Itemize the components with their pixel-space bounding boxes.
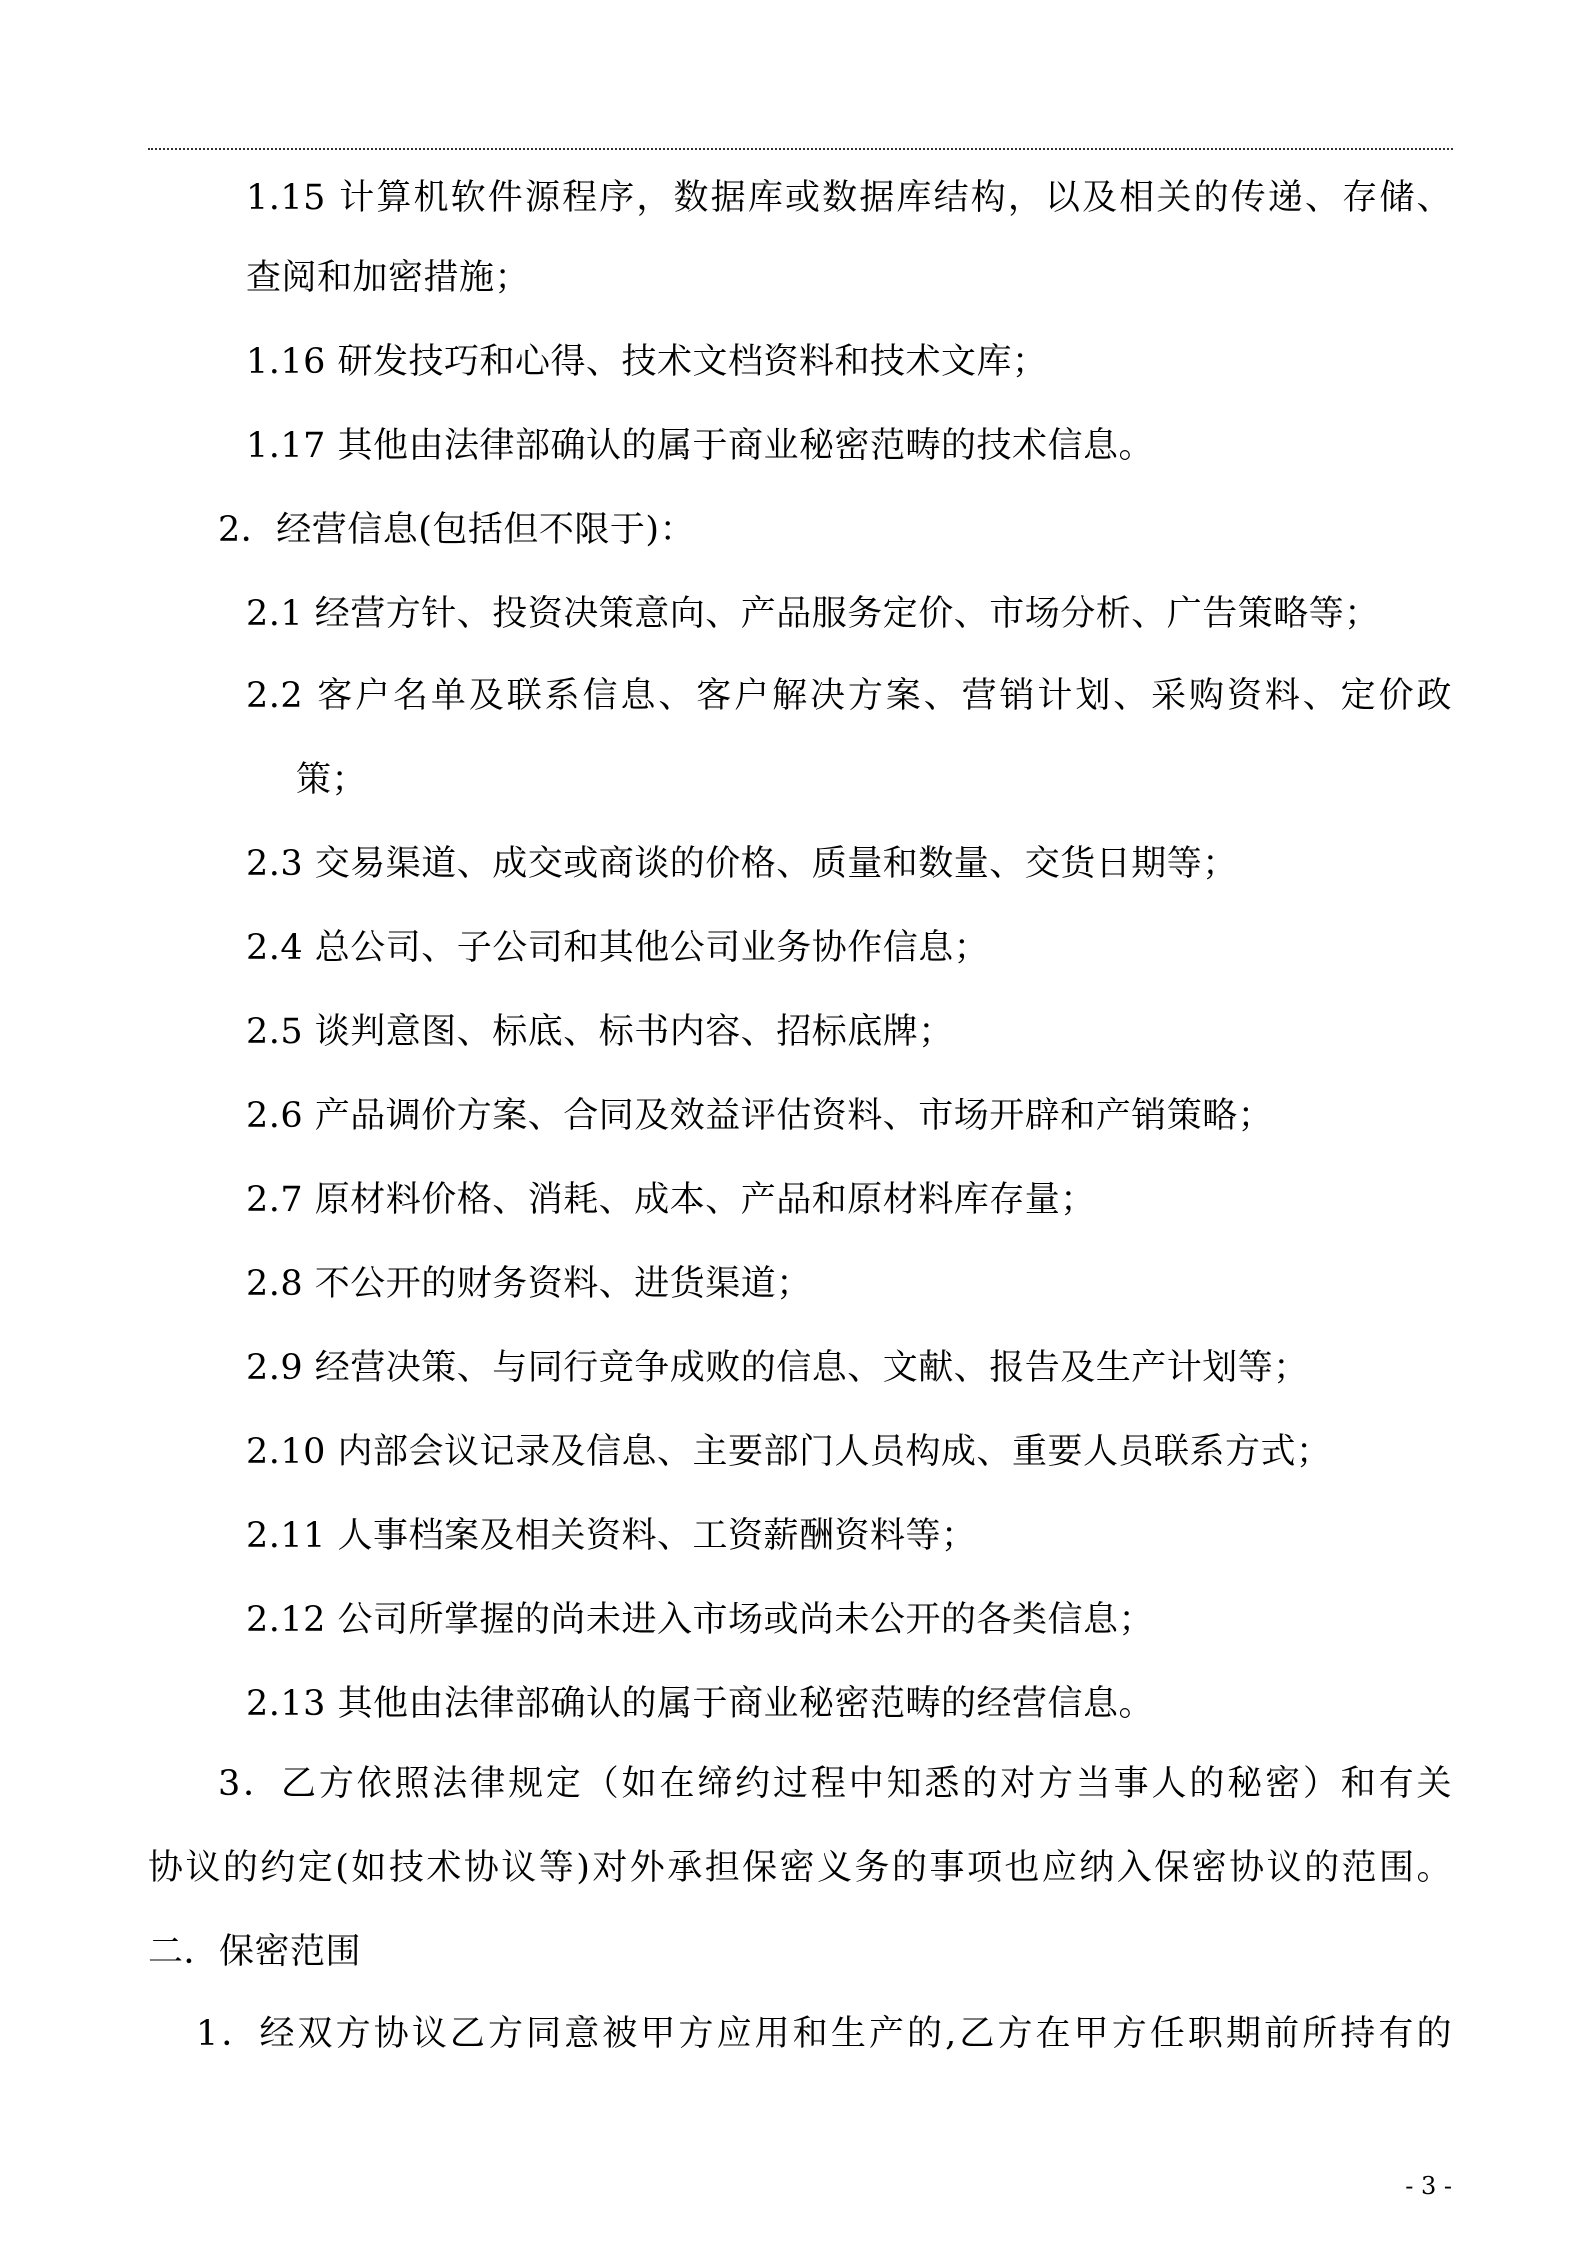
section-heading: 2．经营信息(包括但不限于)： (218, 510, 696, 550)
text-line: 2.7 原材料价格、消耗、成本、产品和原材料库存量； (246, 1180, 1096, 1220)
text-line: 2.11 人事档案及相关资料、工资薪酬资料等； (246, 1516, 977, 1556)
text-line: 2.4 总公司、子公司和其他公司业务协作信息； (246, 928, 990, 968)
text-line: 2.8 不公开的财务资料、进货渠道； (246, 1264, 812, 1304)
text-line: 查阅和加密措施； (246, 258, 531, 298)
text-line: 2.1 经营方针、投资决策意向、产品服务定价、市场分析、广告策略等； (246, 594, 1380, 634)
text-line: 策； (296, 760, 368, 800)
text-line: 2.3 交易渠道、成交或商谈的价格、质量和数量、交货日期等； (246, 844, 1238, 884)
text-line: 1．经双方协议乙方同意被甲方应用和生产的,乙方在甲方任职期前所持有的 (196, 2014, 1452, 2054)
section-heading: 二．保密范围 (148, 1932, 362, 1972)
text-line: 协议的约定(如技术协议等)对外承担保密义务的事项也应纳入保密协议的范围。 (148, 1848, 1452, 1888)
text-line: 2.2 客户名单及联系信息、客户解决方案、营销计划、采购资料、定价政 (246, 676, 1452, 716)
text-line: 3．乙方依照法律规定（如在缔约过程中知悉的对方当事人的秘密）和有关 (218, 1764, 1452, 1804)
text-line: 1.15 计算机软件源程序，数据库或数据库结构，以及相关的传递、存储、 (246, 178, 1452, 218)
page-number: - 3 - (1405, 2172, 1452, 2200)
text-line: 1.16 研发技巧和心得、技术文档资料和技术文库； (246, 342, 1048, 382)
text-line: 2.10 内部会议记录及信息、主要部门人员构成、重要人员联系方式； (246, 1432, 1332, 1472)
header-rule (148, 148, 1453, 150)
text-line: 2.12 公司所掌握的尚未进入市场或尚未公开的各类信息； (246, 1600, 1155, 1640)
text-line: 2.13 其他由法律部确认的属于商业秘密范畴的经营信息。 (246, 1684, 1155, 1724)
text-line: 1.17 其他由法律部确认的属于商业秘密范畴的技术信息。 (246, 426, 1155, 466)
text-line: 2.5 谈判意图、标底、标书内容、招标底牌； (246, 1012, 954, 1052)
text-line: 2.9 经营决策、与同行竞争成败的信息、文献、报告及生产计划等； (246, 1348, 1309, 1388)
text-line: 2.6 产品调价方案、合同及效益评估资料、市场开辟和产销策略； (246, 1096, 1274, 1136)
